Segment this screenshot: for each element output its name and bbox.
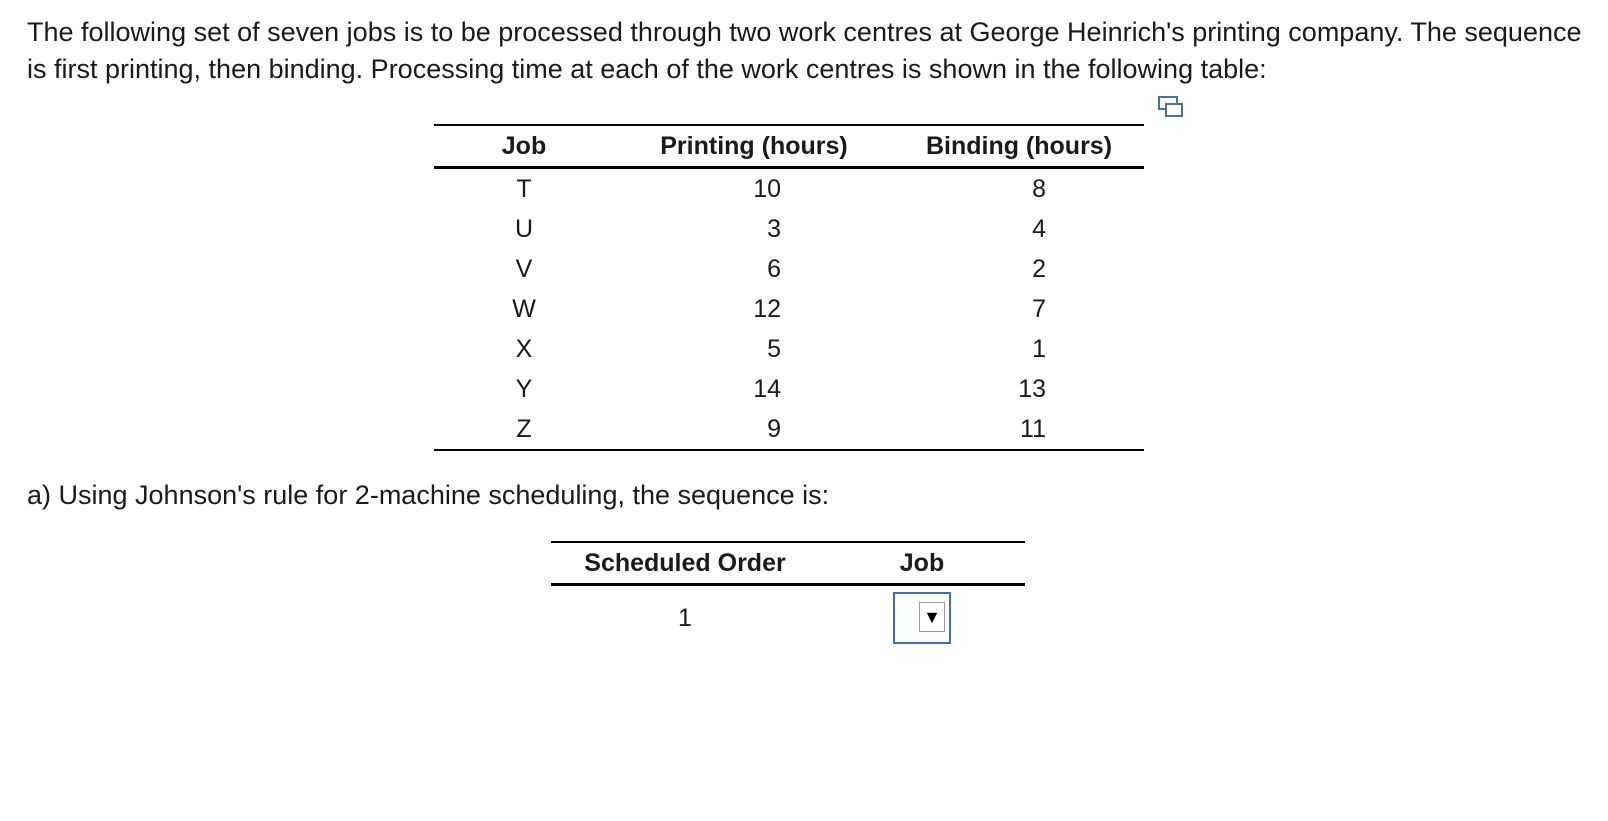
binding-value: 2 <box>1032 254 1046 283</box>
printing-cell <box>614 209 894 249</box>
order-table-header-row <box>551 542 1025 585</box>
binding-value: 4 <box>1032 214 1046 243</box>
header-printing: Printing (hours) <box>614 125 894 168</box>
binding-value: 8 <box>1032 174 1046 203</box>
job-cell: Y <box>515 374 533 403</box>
job-cell: W <box>512 294 536 323</box>
binding-value: 1 <box>1032 334 1046 363</box>
printing-value: 6 <box>767 254 781 283</box>
table-row <box>434 249 1144 289</box>
binding-cell <box>894 209 1144 249</box>
job-cell: V <box>515 254 533 283</box>
printing-cell <box>614 289 894 329</box>
binding-cell <box>894 369 1144 409</box>
printing-value: 10 <box>753 174 781 203</box>
printing-value: 9 <box>767 414 781 443</box>
jobs-table-header-row <box>434 125 1144 168</box>
binding-cell <box>894 249 1144 289</box>
table-row <box>434 168 1144 210</box>
binding-cell <box>894 409 1144 450</box>
order-row <box>551 585 1025 651</box>
printing-value: 3 <box>767 214 781 243</box>
table-row <box>434 329 1144 369</box>
printing-cell <box>614 329 894 369</box>
table-row <box>434 209 1144 249</box>
binding-value: 13 <box>1018 374 1046 403</box>
table-row <box>434 409 1144 450</box>
printing-cell <box>614 369 894 409</box>
question-a: a) Using Johnson's rule for 2-machine scheduling, the sequence is: <box>27 480 830 510</box>
order-number: 1 <box>678 603 692 632</box>
printing-cell <box>614 409 894 450</box>
job-cell: X <box>515 334 533 363</box>
jobs-table <box>434 124 1144 451</box>
order-table <box>551 541 1025 650</box>
job-cell: T <box>516 174 532 203</box>
binding-value: 11 <box>1020 414 1046 443</box>
printing-value: 5 <box>767 334 781 363</box>
binding-value: 7 <box>1032 294 1046 323</box>
printing-cell <box>614 249 894 289</box>
printing-cell <box>614 168 894 210</box>
header-order-job: Job <box>819 542 1025 585</box>
order-job-cell <box>819 585 1025 651</box>
binding-cell <box>894 329 1144 369</box>
copy-icon[interactable] <box>1158 96 1184 118</box>
intro-paragraph: The following set of seven jobs is to be processed through two work centres at George Heinrich's printing company. The sequence is first printing, then binding. Processing time at each of the work centres is shown in the following table: <box>27 17 1582 84</box>
header-job: Job <box>434 125 614 168</box>
triangle-down-icon[interactable]: ▼ <box>919 602 945 632</box>
table-row <box>434 289 1144 329</box>
job-cell: U <box>514 214 534 243</box>
table-row <box>434 369 1144 409</box>
binding-cell <box>894 168 1144 210</box>
job-cell: Z <box>434 409 614 450</box>
header-binding: Binding (hours) <box>894 125 1144 168</box>
printing-value: 12 <box>753 294 781 323</box>
binding-cell <box>894 289 1144 329</box>
header-scheduled-order: Scheduled Order <box>551 542 819 585</box>
job-select-dropdown[interactable] <box>893 592 951 644</box>
printing-value: 14 <box>753 374 781 403</box>
